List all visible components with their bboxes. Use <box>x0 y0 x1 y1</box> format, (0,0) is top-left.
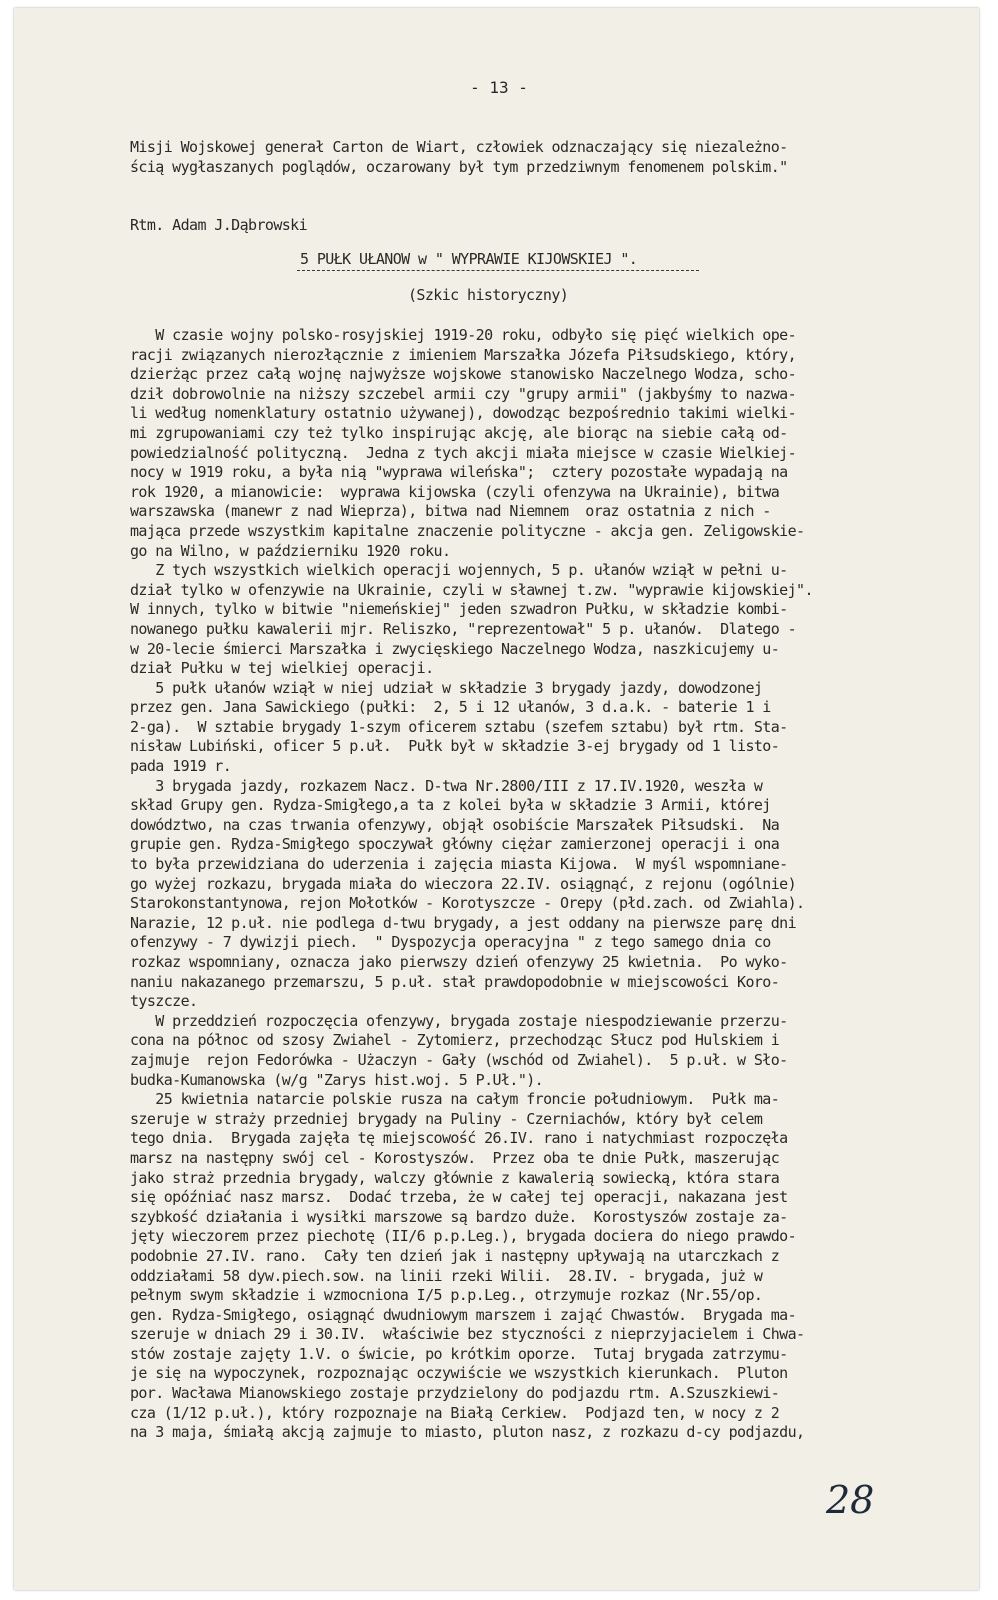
text-line: tyszcze. <box>130 992 198 1011</box>
text-line: ścią wygłaszanych poglądów, oczarowany był tym przedziwnym fenomenem polskim." <box>130 157 788 176</box>
text-line: Misji Wojskowej generał Carton de Wiart, człowiek odznaczający się niezależno- <box>130 138 788 156</box>
text-line: w 20-lecie śmierci Marszałka i zwycięskiego Naczelnego Wodza, naszkicujemy u- <box>130 639 780 658</box>
page-number: - 13 - <box>470 78 528 97</box>
text-line: gen. Rydza-Smigłego, osiągnąć dwudniowym marszem i zająć Chwastów. Brygada ma- <box>130 1305 797 1324</box>
text-line: go wyżej rozkazu, brygada miała do wieczora 22.IV. osiągnąć, z rejonu (ogólnie) <box>130 874 797 893</box>
text-line: Z tych wszystkich wielkich operacji wojennych, 5 p. ułanów wziął w pełni u- <box>130 561 788 580</box>
text-line: marsz na następny swój cel - Korostyszów. Przez oba te dnie Pułk, maszerując <box>130 1148 780 1167</box>
text-line: ofenzywy - 7 dywizji piech. " Dyspozycja operacyjna " z tego samego dnia co <box>130 933 771 952</box>
text-line: mająca przede wszystkim kapitalne znaczenie polityczne - akcja gen. Zeligowskie- <box>130 521 805 540</box>
text-line: jęty wieczorem przez piechotę (II/6 p.p.Leg.), brygada dociera do niego prawdo- <box>130 1227 797 1246</box>
article-subtitle: (Szkic historyczny) <box>408 286 569 304</box>
text-line: podobnie 27.IV. rano. Cały ten dzień jak i następny upływają na utarczkach z <box>130 1246 780 1265</box>
text-line: jako straż przednia brygady, walczy głównie z kawalerią sowiecką, która stara <box>130 1168 780 1187</box>
text-line: W innych, tylko w bitwie "niemeńskiej" jeden szwadron Pułku, w składzie kombi- <box>130 600 788 619</box>
text-line: 5 pułk ułanów wziął w niej udział w składzie 3 brygady jazdy, dowodzonej <box>130 678 763 697</box>
text-line: mi zgrupowaniami czy też tylko inspirując akcję, ale biorąc na siebie całą od- <box>130 423 788 442</box>
text-line: powiedzialność polityczną. Jedna z tych akcji miała miejsce w czasie Wielkiej- <box>130 443 797 462</box>
text-line: W czasie wojny polsko-rosyjskiej 1919-20 roku, odbyło się pięć wielkich ope- <box>130 326 797 344</box>
text-line: przez gen. Jana Sawickiego (pułki: 2, 5 i 12 ułanów, 3 d.a.k. - baterie 1 i <box>130 698 771 717</box>
author-name: Rtm. Adam J.Dąbrowski <box>130 216 308 234</box>
text-line: li według nomenklatury ostatnio używanej), dowodząc bezpośrednio takimi wielki- <box>130 404 797 423</box>
text-line: pada 1919 r. <box>130 757 232 776</box>
text-line: nisław Lubiński, oficer 5 p.uł. Pułk był w składzie 3-ej brygady od 1 listo- <box>130 737 780 756</box>
text-line: por. Wacława Mianowskiego zostaje przydzielony do podjazdu rtm. A.Szuszkiewi- <box>130 1384 780 1403</box>
text-line: rozkaz wspomniany, oznacza jako pierwszy dzień ofenzywy 25 kwietnia. Po wyko- <box>130 953 788 971</box>
text-line: zajmuje rejon Fedorówka - Użaczyn - Gały (wschód od Zwiahel). 5 p.uł. w Sło- <box>130 1050 788 1069</box>
title-underline <box>297 270 699 271</box>
text-line: 2-ga). W sztabie brygady 1-szym oficerem sztabu (szefem sztabu) był rtm. Sta- <box>130 717 788 736</box>
text-line: cza (1/12 p.uł.), który rozpoznaje na Białą Cerkiew. Podjazd ten, w nocy z 2 <box>130 1403 780 1422</box>
text-line: na 3 maja, śmiałą akcją zajmuje to miasto, pluton nasz, z rozkazu d-cy podjazdu, <box>130 1423 805 1442</box>
text-line: to była przewidziana do uderzenia i zajęcia miasta Kijowa. W myśl wspomniane- <box>130 855 788 874</box>
text-line: Starokonstantynowa, rejon Mołotków - Korotyszcze - Orepy (płd.zach. od Zwiahla). <box>130 894 805 913</box>
text-line: tego dnia. Brygada zajęła tę miejscowość 26.IV. rano i natychmiast rozpoczęła <box>130 1129 788 1148</box>
handwritten-page-number: 28 <box>826 1478 875 1522</box>
text-line: racji związanych nierozłącznie z imieniem Marszałka Józefa Piłsudskiego, który, <box>130 345 797 364</box>
text-line: rok 1920, a mianowicie: wyprawa kijowska (czyli ofenzywa na Ukrainie), bitwa <box>130 482 780 501</box>
text-line: stów zostaje zajęty 1.V. o świcie, po krótkim oporze. Tutaj brygada zatrzymu- <box>130 1344 788 1363</box>
text-line: 25 kwietnia natarcie polskie rusza na całym froncie południowym. Pułk ma- <box>130 1090 780 1109</box>
text-line: oddziałami 58 dyw.piech.sow. na linii rzeki Wilii. 28.IV. - brygada, już w <box>130 1266 763 1285</box>
text-line: Narazie, 12 p.uł. nie podlega d-twu brygady, a jest oddany na pierwsze parę dni <box>130 913 797 932</box>
article-body <box>130 326 920 1443</box>
text-line: go na Wilno, w październiku 1920 roku. <box>130 541 451 560</box>
text-line: nowanego pułku kawalerii mjr. Reliszko, "reprezentował" 5 p. ułanów. Dlatego - <box>130 619 797 638</box>
text-line: 3 brygada jazdy, rozkazem Nacz. D-twa Nr.2800/III z 17.IV.1920, weszła w <box>130 776 763 795</box>
text-line: się opóźniać nasz marsz. Dodać trzeba, że w całej tej operacji, nakazana jest <box>130 1188 788 1207</box>
intro-paragraph <box>130 138 920 177</box>
text-line: naniu nakazanego przemarszu, 5 p.uł. stał prawdopodobnie w miejscowości Koro- <box>130 972 780 991</box>
text-line: W przeddzień rozpoczęcia ofenzywy, brygada zostaje niespodziewanie przerzu- <box>130 1011 788 1030</box>
text-line: dowództwo, na czas trwania ofenzywy, objął osobiście Marszałek Piłsudski. Na <box>130 815 780 834</box>
text-line: dzierżąc przez całą wojnę najwyższe wojskowe stanowisko Naczelnego Wodza, scho- <box>130 365 797 384</box>
text-line: szeruje w dniach 29 i 30.IV. właściwie bez styczności z nieprzyjacielem i Chwa- <box>130 1325 805 1344</box>
text-line: dział tylko w ofenzywie na Ukrainie, czyli w sławnej t.zw. "wyprawie kijowskiej". <box>130 580 813 599</box>
text-line: szybkość działania i wysiłki marszowe są bardzo duże. Korostyszów zostaje za- <box>130 1207 788 1226</box>
text-line: pełnym swym składzie i wzmocniona I/5 p.p.Leg., otrzymuje rozkaz (Nr.55/op. <box>130 1286 763 1305</box>
text-line: budka-Kumanowska (w/g "Zarys hist.woj. 5 P.Uł."). <box>130 1070 544 1089</box>
author-line <box>130 216 920 236</box>
text-line: dział Pułku w tej wielkiej operacji. <box>130 659 434 678</box>
text-line: skład Grupy gen. Rydza-Smigłego,a ta z kolei była w składzie 3 Armii, której <box>130 796 771 815</box>
text-line: nocy w 1919 roku, a była nią "wyprawa wileńska"; cztery pozostałe wypadają na <box>130 463 788 482</box>
text-line: je się na wypoczynek, rozpoznając oczywiście we wszystkich kierunkach. Pluton <box>130 1364 788 1383</box>
text-line: grupie gen. Rydza-Smigłego spoczywał główny ciężar zamierzonej operacji i ona <box>130 835 780 854</box>
text-line: szeruje w straży przedniej brygady na Puliny - Czerniachów, który był celem <box>130 1109 763 1128</box>
text-line: dził dobrowolnie na niższy szczebel armii czy "grupy armii" (jakbyśmy to nazwa- <box>130 384 797 403</box>
article-title: 5 PUŁK UŁANOW w " WYPRAWIE KIJOWSKIEJ ". <box>300 250 638 268</box>
text-line: warszawska (manewr z nad Wieprza), bitwa nad Niemnem oraz ostatnia z nich - <box>130 502 771 521</box>
text-line: cona na północ od szosy Zwiahel - Zytomierz, przechodząc Słucz pod Hulskiem i <box>130 1031 780 1050</box>
